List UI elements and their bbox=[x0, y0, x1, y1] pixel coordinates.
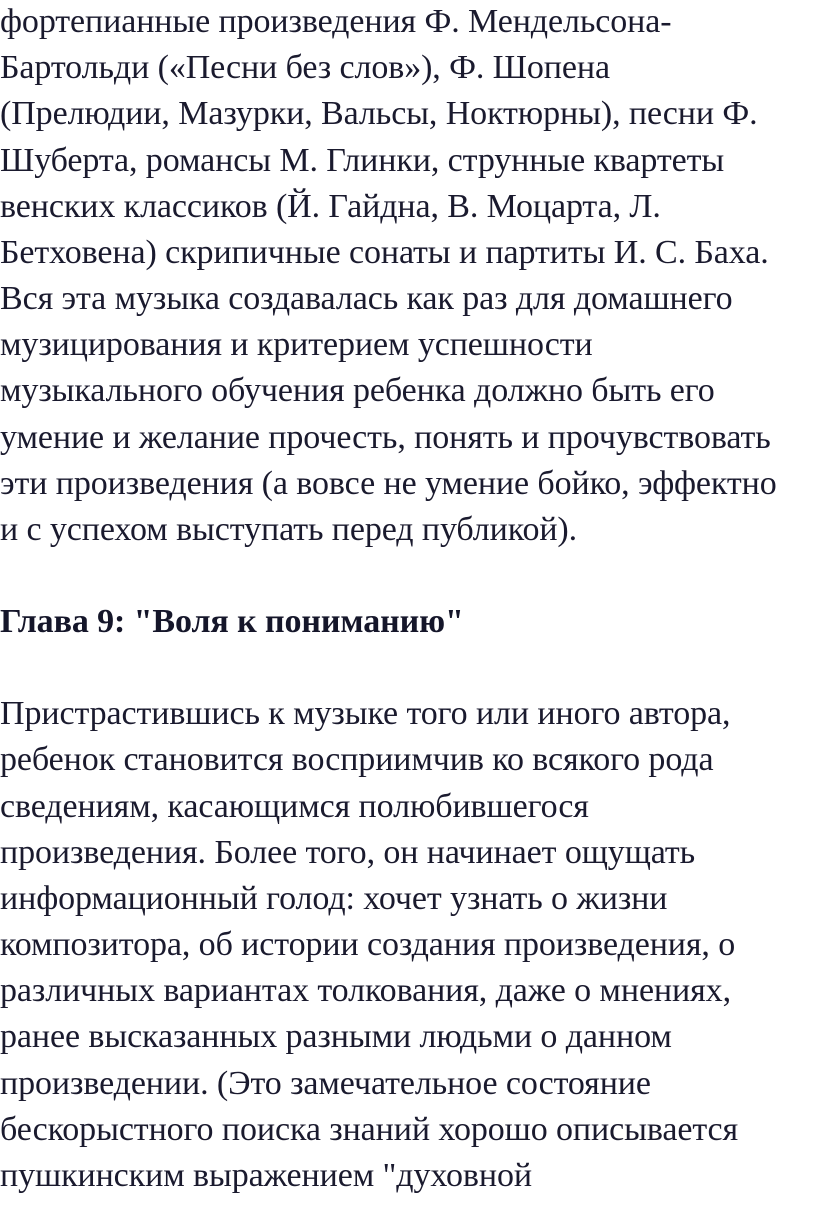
paragraph-line: произведения. Более того, он начинает ощущать bbox=[0, 834, 696, 871]
paragraph-line: произведении. (Это замечательное состояние bbox=[0, 1065, 651, 1102]
paragraph-line: сведениям, касающимся полюбившегося bbox=[0, 788, 589, 825]
paragraph-line: эти произведения (а вовсе не умение бойко, эффектно bbox=[0, 465, 777, 502]
paragraph-line: венских классиков (Й. Гайдна, В. Моцарта, Л. bbox=[0, 188, 661, 225]
paragraph-line: композитора, об истории создания произведения, о bbox=[0, 926, 736, 963]
paragraph-line: Бартольди («Песни без слов»), Ф. Шопена bbox=[0, 49, 610, 86]
paragraph-line: Пристрастившись к музыке того или иного автора, bbox=[0, 695, 731, 732]
paragraph-line: пушкинским выражением "духовной bbox=[0, 1157, 532, 1194]
paragraph-line: (Прелюдии, Мазурки, Вальсы, Ноктюрны), песни Ф. bbox=[0, 95, 758, 132]
paragraph-line: бескорыстного поиска знаний хорошо описывается bbox=[0, 1111, 739, 1148]
paragraph-line: музицирования и критерием успешности bbox=[0, 326, 593, 363]
paragraph-line: фортепианные произведения Ф. Мендельсона- bbox=[0, 3, 672, 40]
paragraph-line: информационный голод: хочет узнать о жизни bbox=[0, 880, 668, 917]
paragraph-line: Бетховена) скрипичные сонаты и партиты И. С. Баха. bbox=[0, 234, 769, 271]
paragraph-line: и с успехом выступать перед публикой). bbox=[0, 511, 578, 548]
chapter-heading: Глава 9: "Воля к пониманию" bbox=[0, 603, 464, 640]
paragraph-line: Вся эта музыка создавалась как раз для домашнего bbox=[0, 280, 733, 317]
paragraph-line: музыкального обучения ребенка должно быть его bbox=[0, 372, 715, 409]
paragraph-line: умение и желание прочесть, понять и прочувствовать bbox=[0, 419, 771, 456]
paragraph-line: Шуберта, романсы М. Глинки, струнные квартеты bbox=[0, 142, 725, 179]
paragraph-line: ребенок становится восприимчив ко всякого рода bbox=[0, 741, 714, 778]
paragraph-line: ранее высказанных разными людьми о данном bbox=[0, 1018, 672, 1055]
paragraph-line: различных вариантах толкования, даже о мнениях, bbox=[0, 972, 731, 1009]
